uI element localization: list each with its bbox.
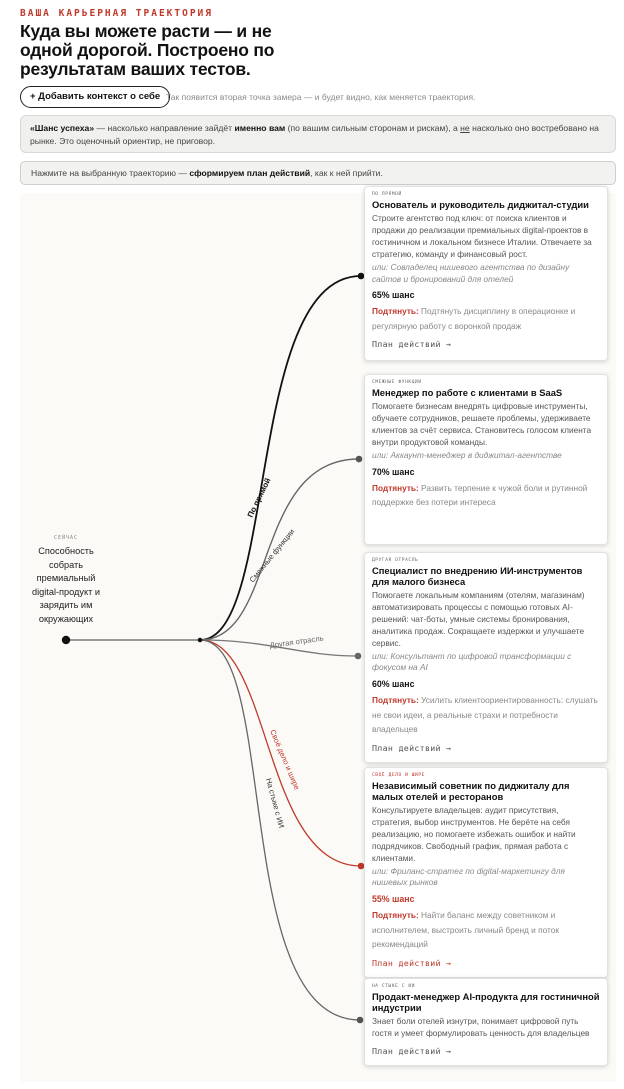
card-improve [372, 304, 600, 333]
card-tag: НА СТЫКЕ С ИИ [372, 984, 416, 989]
branch-label-direct: По прямой [245, 476, 273, 519]
plan-button[interactable]: План действий → [372, 339, 452, 350]
card-improve [372, 908, 600, 952]
card-improve-label: Подтянуть: [372, 306, 419, 317]
card-improve-text: Усилить клиентоориентированность: слушать не свои идеи, а реальные страхи и потребности владельцев [372, 695, 598, 735]
info-underline: не [460, 123, 470, 133]
card-title: Продакт-менеджер AI-продукта для гостиничной индустрии [372, 991, 600, 1013]
card-description: Строите агентство под ключ: от поиска клиентов и продажи до реализации премиальных digital-проектов в гостиничном и локальном бизнесе Италии. Отвечаете за стратегию, команду и финансовый рост. [372, 213, 592, 259]
card-title: Основатель и руководитель диджитал-студии [372, 199, 589, 210]
card-improve [372, 481, 600, 510]
page-title: Куда вы можете расти — и не одной дорогой. Построено по результатам ваших тестов. [20, 21, 275, 79]
card-tag: ДРУГАЯ ОТРАСЛЬ [372, 558, 419, 563]
node-ai[interactable] [357, 1017, 364, 1024]
info-text-2: (по вашим сильным сторонам и рискам), а [285, 123, 461, 133]
branch-label-other-industry: Другая отрасль [269, 633, 325, 650]
section-eyebrow: ВАША КАРЬЕРНАЯ ТРАЕКТОРИЯ [20, 8, 213, 19]
origin-tag: СЕЙЧАС [53, 535, 79, 541]
node-other-industry[interactable] [355, 653, 362, 660]
origin-text: Способность собрать премиальный digital-продукт и зарядить им окружающих [31, 546, 101, 624]
cta-text-2: , как к ней прийти. [310, 168, 383, 178]
card-tag: ПО ПРЯМОЙ [372, 192, 402, 197]
card-improve-text: Найти баланс между советником и исполнителем, выстроить личный бренд и поток рекомендаций [372, 910, 559, 950]
origin-node [62, 636, 70, 644]
card-improve-text: Подтянуть дисциплину в операционке и регулярную работу с воронкой продаж [372, 306, 576, 331]
trajectory-card-ai[interactable] [364, 978, 608, 1066]
trajectory-card-adjacent[interactable] [364, 374, 608, 545]
info-emphasis: именно вам [234, 123, 286, 133]
card-alternative: или: Консультант по цифровой трансформации с фокусом на AI [372, 650, 572, 673]
card-alternative: или: Совладелец нишевого агентства по дизайну сайтов и бронирований для отелей [372, 261, 570, 284]
plan-button[interactable]: План действий → [372, 1045, 452, 1056]
branch-direct[interactable] [200, 276, 361, 640]
trajectory-card-direct[interactable] [364, 186, 608, 361]
card-description: Помогаете бизнесам внедрять цифровые инструменты, обучаете сотрудников, решаете проблемы, удерживаете клиентов за счёт сервиса. Становитесь голосом клиента внутри продуктовой команды. [372, 401, 592, 447]
card-title: Менеджер по работе с клиентами в SaaS [372, 387, 563, 398]
card-chance: 70% шанс [372, 466, 415, 477]
cta-emphasis: сформируем план действий [189, 168, 311, 178]
branch-label-adjacent: Смежные функции [247, 527, 297, 585]
card-improve-text: Развить терпение к чужой боли и рутинной поддержке без потери интереса [372, 482, 588, 508]
card-chance: 60% шанс [372, 679, 415, 690]
card-description: Знает боли отелей изнутри, понимает цифровой путь гостя и умеет формулировать ценность для владельцев [372, 1016, 590, 1038]
add-context-hint: Так появится вторая точка замера — и будет видно, как меняется траектория. [166, 92, 476, 102]
plan-button[interactable]: План действий → [372, 957, 452, 968]
cta-text-1: Нажмите на выбранную траекторию — [31, 168, 190, 178]
card-alternative: или: Фриланс-стратег по digital-маркетингу для нишевых рынков [372, 865, 565, 888]
branch-ai[interactable] [200, 640, 360, 1020]
card-improve-label: Подтянуть: [372, 482, 419, 493]
card-description: Помогаете локальным компаниям (отелям, магазинам) автоматизировать процессы с помощью готовых AI-решений: чат-боты, умные системы бронирования, аналитика продаж. Сокращаете издержки и улучшаете сервис. [372, 590, 585, 648]
branch-label-own-business: Своё дело и шире [268, 728, 302, 792]
fork-node [198, 638, 203, 643]
card-title: Специалист по внедрению ИИ-инструментов для малого бизнеса [372, 565, 583, 587]
card-improve [372, 693, 600, 737]
info-term: «Шанс успеха» [30, 123, 95, 133]
card-improve-label: Подтянуть: [372, 695, 419, 706]
card-description: Консультируете владельцев: аудит присутствия, стратегия, выбор инструментов. Не берёте на себя реализацию, но помогаете избежать ошибок и найти подрядчиков. Свободный график, прямая работа с клиентами. [372, 805, 576, 863]
branch-label-ai: На стыке с ИИ [264, 777, 286, 829]
card-alternative: или: Аккаунт-менеджер в диджитал-агентстве [372, 449, 562, 460]
card-tag: СМЕЖНЫЕ ФУНКЦИИ [372, 380, 422, 385]
card-title: Независимый советник по диджиталу для малых отелей и ресторанов [372, 780, 570, 802]
add-context-button[interactable]: + Добавить контекст о себе [20, 86, 170, 108]
card-tag: СВОЁ ДЕЛО И ШИРЕ [372, 773, 425, 778]
plan-button[interactable]: План действий → [372, 742, 452, 753]
card-chance: 55% шанс [372, 894, 415, 905]
trajectory-card-own-business[interactable] [364, 767, 608, 978]
card-chance: 65% шанс [372, 290, 415, 301]
card-improve-label: Подтянуть: [372, 910, 419, 921]
trajectory-card-other-industry[interactable] [364, 552, 608, 763]
info-text-1: — насколько направление зайдёт [94, 123, 235, 133]
node-adjacent[interactable] [356, 456, 363, 463]
info-text-3: насколько оно востребовано на рынке. Это оценочный ориентир, не приговор. [30, 123, 599, 146]
